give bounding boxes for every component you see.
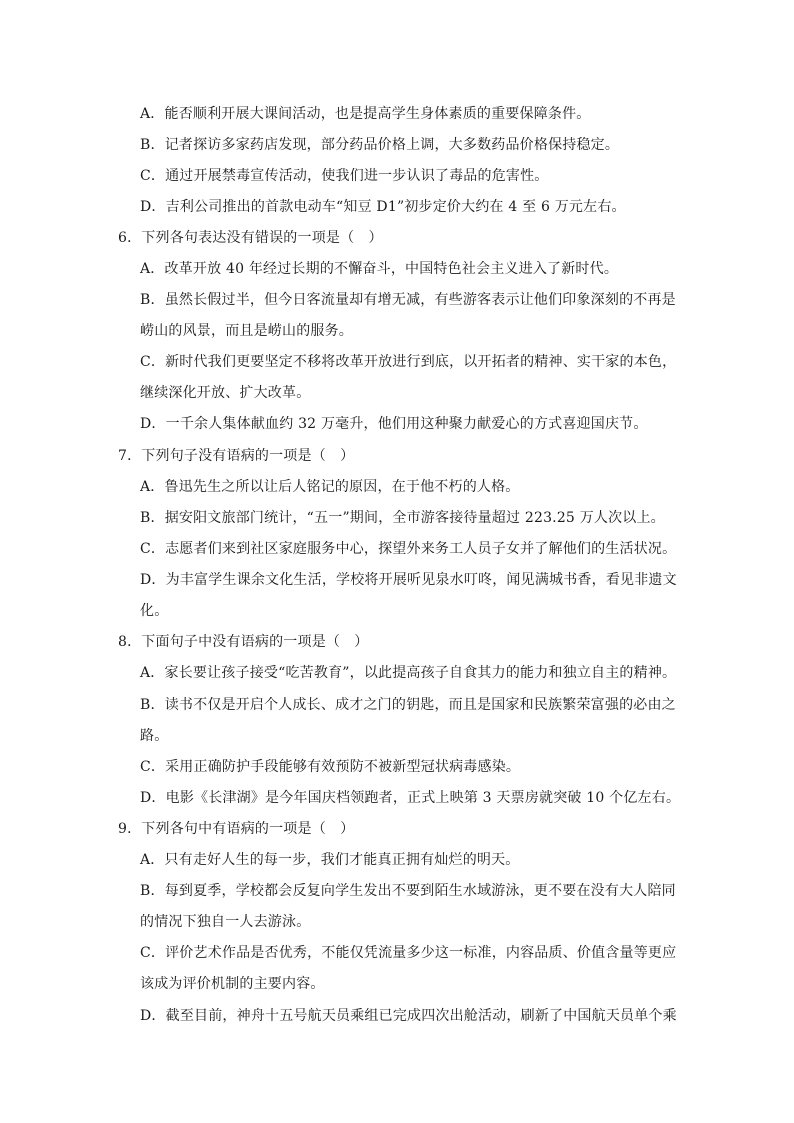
q8-option-b-cont: 路。 xyxy=(140,728,169,744)
q9-option-a: A．只有走好人生的每一步，我们才能真正拥有灿烂的明天。 xyxy=(140,852,520,868)
q6-option-a: A．改革开放 40 年经过长期的不懈奋斗，中国特色社会主义进入了新时代。 xyxy=(140,261,619,277)
q6-option-b: B．虽然长假过半，但今日客流量却有增无减，有些游客表示让他们印象深刻的不再是 xyxy=(140,292,676,308)
q7-option-b: B．据安阳文旅部门统计，“五一”期间，全市游客接待量超过 223.25 万人次以上。 xyxy=(140,510,665,526)
q6-option-c-cont: 继续深化开放、扩大改革。 xyxy=(140,385,311,401)
q5-option-d: D．吉利公司推出的首款电动车“知豆 D1”初步定价大约在 4 至 6 万元左右。 xyxy=(140,199,626,215)
q8-stem: 8．下面句子中没有语病的一项是（ ） xyxy=(118,634,369,650)
q8-option-c: C．采用正确防护手段能够有效预防不被新型冠状病毒感染。 xyxy=(140,759,521,775)
q9-option-c: C．评价艺术作品是否优秀，不能仅凭流量多少这一标准，内容品质、价值含量等更应 xyxy=(140,945,677,961)
q5-option-a: A．能否顺利开展大课间活动，也是提高学生身体素质的重要保障条件。 xyxy=(140,106,591,122)
q8-option-b: B．读书不仅是开启个人成长、成才之门的钥匙，而且是国家和民族繁荣富强的必由之 xyxy=(140,697,676,713)
q8-option-d: D．电影《长津湖》是今年国庆档领跑者，正式上映第 3 天票房就突破 10 个亿左右。 xyxy=(140,790,681,806)
q9-option-c-cont: 该成为评价机制的主要内容。 xyxy=(140,976,325,992)
q6-option-b-cont: 崂山的风景，而且是崂山的服务。 xyxy=(140,323,353,339)
q9-option-d: D．截至目前，神舟十五号航天员乘组已完成四次出舱活动，刷新了中国航天员单个乘 xyxy=(140,1008,677,1024)
q7-option-d: D．为丰富学生课余文化生活，学校将开展听见泉水叮咚，闻见满城书香，看见非遗文 xyxy=(140,572,677,588)
q8-option-a: A．家长要让孩子接受“吃苦教育”，以此提高孩子自食其力的能力和独立自主的精神。 xyxy=(140,665,677,681)
q7-option-d-cont: 化。 xyxy=(140,603,169,619)
q5-option-c: C．通过开展禁毒宣传活动，使我们进一步认识了毒品的危害性。 xyxy=(140,168,549,184)
q9-stem: 9．下列各句中有语病的一项是（ ） xyxy=(118,821,355,837)
q9-option-b-cont: 的情况下独自一人去游泳。 xyxy=(140,914,311,930)
q6-option-c: C．新时代我们更要坚定不移将改革开放进行到底，以开拓者的精神、实干家的本色， xyxy=(140,354,677,370)
q6-option-d: D．一千余人集体献血约 32 万毫升，他们用这种聚力献爱心的方式喜迎国庆节。 xyxy=(140,416,648,432)
q7-option-a: A．鲁迅先生之所以让后人铭记的原因，在于他不朽的人格。 xyxy=(140,479,520,495)
q7-stem: 7．下列句子没有语病的一项是（ ） xyxy=(118,448,355,464)
q7-option-c: C．志愿者们来到社区家庭服务中心，探望外来务工人员子女并了解他们的生活状况。 xyxy=(140,541,677,557)
q5-option-b: B．记者探访多家药店发现，部分药品价格上调，大多数药品价格保持稳定。 xyxy=(140,137,620,153)
q9-option-b: B．每到夏季，学校都会反复向学生发出不要到陌生水域游泳，更不要在没有大人陪同 xyxy=(140,883,676,899)
q6-stem: 6．下列各句表达没有错误的一项是（ ） xyxy=(118,230,383,246)
